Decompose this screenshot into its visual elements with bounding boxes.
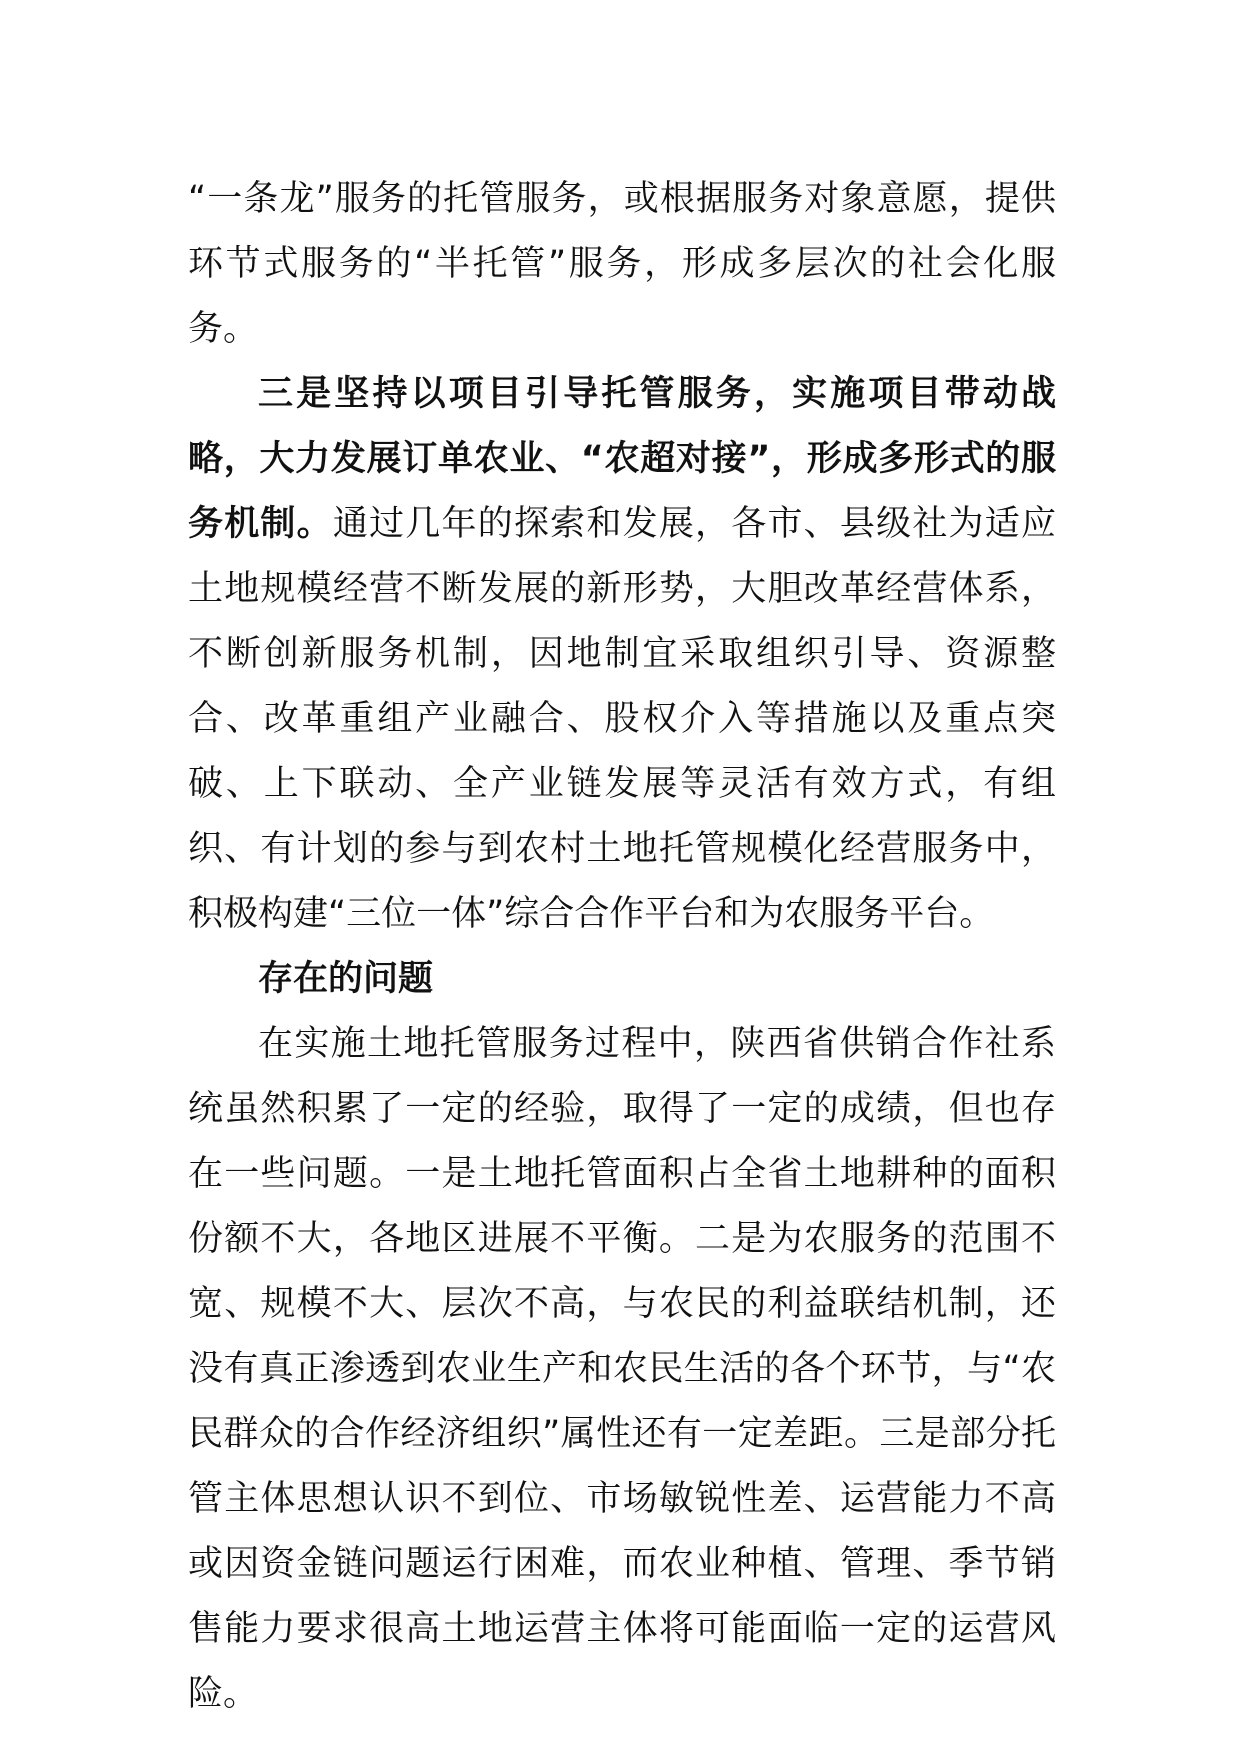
point-three-body: 通过几年的探索和发展，各市、县级社为适应土地规模经营不断发展的新形势，大胆改革经营体系，不断创新服务机制，因地制宜采取组织引导、资源整合、改革重组产业融合、股权介入等措施以及重点突破、上下联动、全产业链发展等灵活有效方式，有组织、有计划的参与到农村土地托管规模化经营服务中，积极构建“三位一体”综合合作平台和为农服务平台。 [188, 504, 1056, 934]
paragraph-problems: 在实施土地托管服务过程中，陕西省供销合作社系统虽然积累了一定的经验，取得了一定的成绩，但也存在一些问题。一是土地托管面积占全省土地耕种的面积份额不大，各地区进展不平衡。二是为农服务的范围不宽、规模不大、层次不高，与农民的利益联结机制，还没有真正渗透到农业生产和农民生活的各个环节，与“农民群众的合作经济组织”属性还有一定差距。三是部分托管主体思想认识不到位、市场敏锐性差、运营能力不高或因资金链问题运行困难，而农业种植、管理、季节销售能力要求很高土地运营主体将可能面临一定的运营风险。 [188, 1024, 1056, 1714]
document-body [188, 167, 1056, 1727]
section-heading-problems: 存在的问题 [258, 959, 434, 999]
paragraph-point-three [188, 362, 1056, 947]
point-three-heading: 三是坚持以项目引导托管服务，实施项目带动战略，大力发展订单农业、“农超对接”，形成多形式的服务机制。 [188, 374, 1056, 544]
paragraph-continuation: “一条龙”服务的托管服务，或根据服务对象意愿，提供环节式服务的“半托管”服务，形成多层次的社会化服务。 [188, 179, 1056, 349]
